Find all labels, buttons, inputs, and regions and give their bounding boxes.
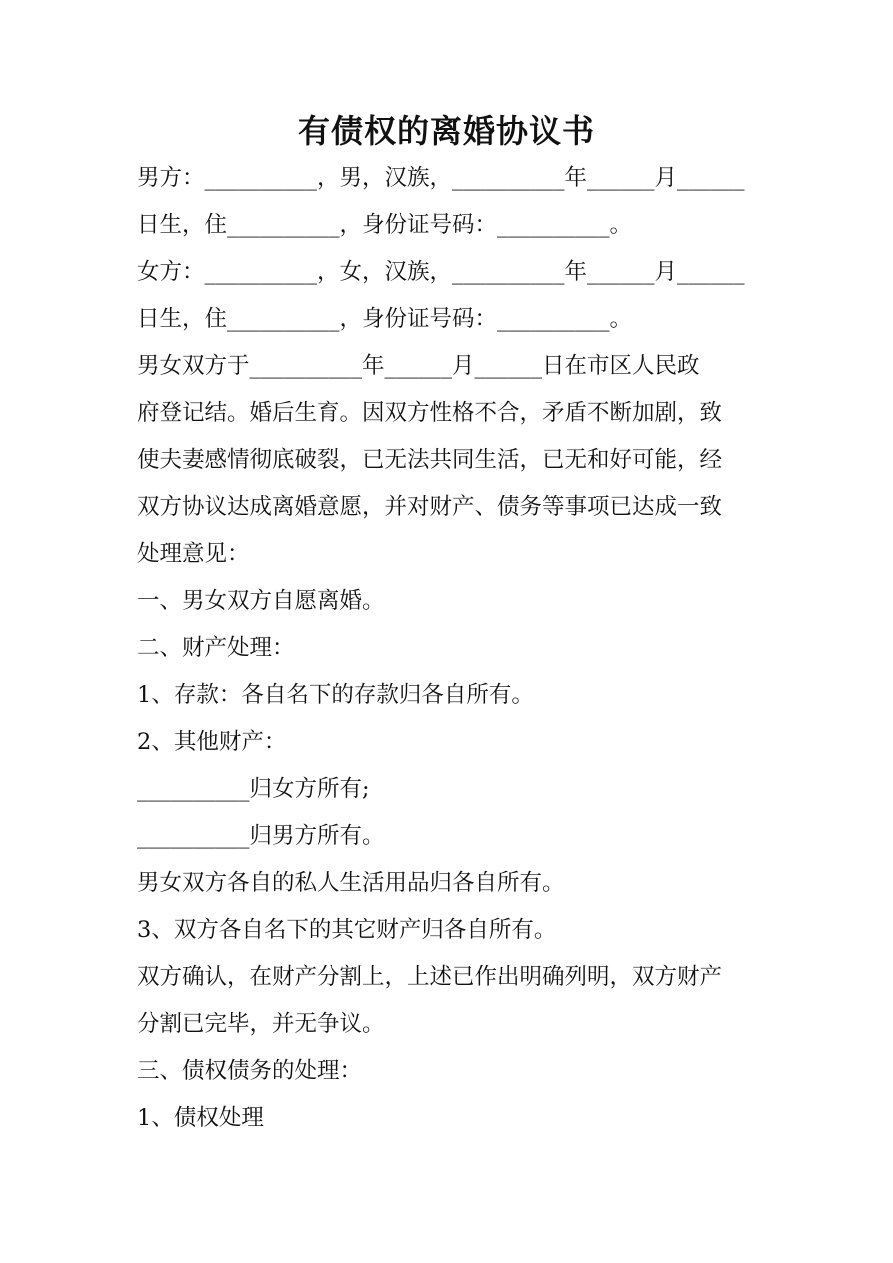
clause-female-property: __________归女方所有; bbox=[137, 776, 370, 802]
clause-creditor-rights: 1、债权处理 bbox=[137, 1105, 264, 1131]
section-divorce-agreement: 一、男女双方自愿离婚。 bbox=[137, 588, 385, 614]
text-line-marriage-4: 双方协议达成离婚意愿，并对财产、债务等事项已达成一致 bbox=[137, 494, 723, 520]
clause-male-property: __________归男方所有。 bbox=[137, 823, 385, 849]
section-property: 二、财产处理： bbox=[137, 635, 295, 661]
text-line-marriage-1: 男女双方于__________年______月______日在市区人民政 bbox=[137, 353, 700, 379]
text-line-marriage-5: 处理意见： bbox=[137, 541, 250, 567]
clause-other-own-property: 3、双方各自名下的其它财产归各自所有。 bbox=[137, 917, 557, 943]
text-line-female-party-2: 日生，住__________，身份证号码：__________。 bbox=[137, 306, 633, 332]
clause-personal-items: 男女双方各自的私人生活用品归各自所有。 bbox=[137, 870, 565, 896]
confirmation-line-2: 分割已完毕，并无争议。 bbox=[137, 1011, 385, 1037]
text-line-male-party-2: 日生，住__________，身份证号码：__________。 bbox=[137, 212, 633, 238]
section-debts: 三、债权债务的处理： bbox=[137, 1058, 363, 1084]
document-body bbox=[137, 155, 762, 1142]
text-line-female-party-1: 女方：__________，女，汉族，__________年______月______ bbox=[137, 259, 745, 285]
clause-deposits: 1、存款：各自名下的存款归各自所有。 bbox=[137, 682, 534, 708]
document-title: 有债权的离婚协议书 bbox=[297, 112, 595, 150]
text-line-marriage-3: 使夫妻感情彻底破裂，已无法共同生活，已无和好可能，经 bbox=[137, 447, 723, 473]
clause-other-property: 2、其他财产： bbox=[137, 729, 287, 755]
text-line-marriage-2: 府登记结。婚后生育。因双方性格不合，矛盾不断加剧，致 bbox=[137, 400, 723, 426]
confirmation-line-1: 双方确认，在财产分割上，上述已作出明确列明，双方财产 bbox=[137, 964, 723, 990]
text-line-male-party-1: 男方：__________，男，汉族，__________年______月______ bbox=[137, 165, 745, 191]
